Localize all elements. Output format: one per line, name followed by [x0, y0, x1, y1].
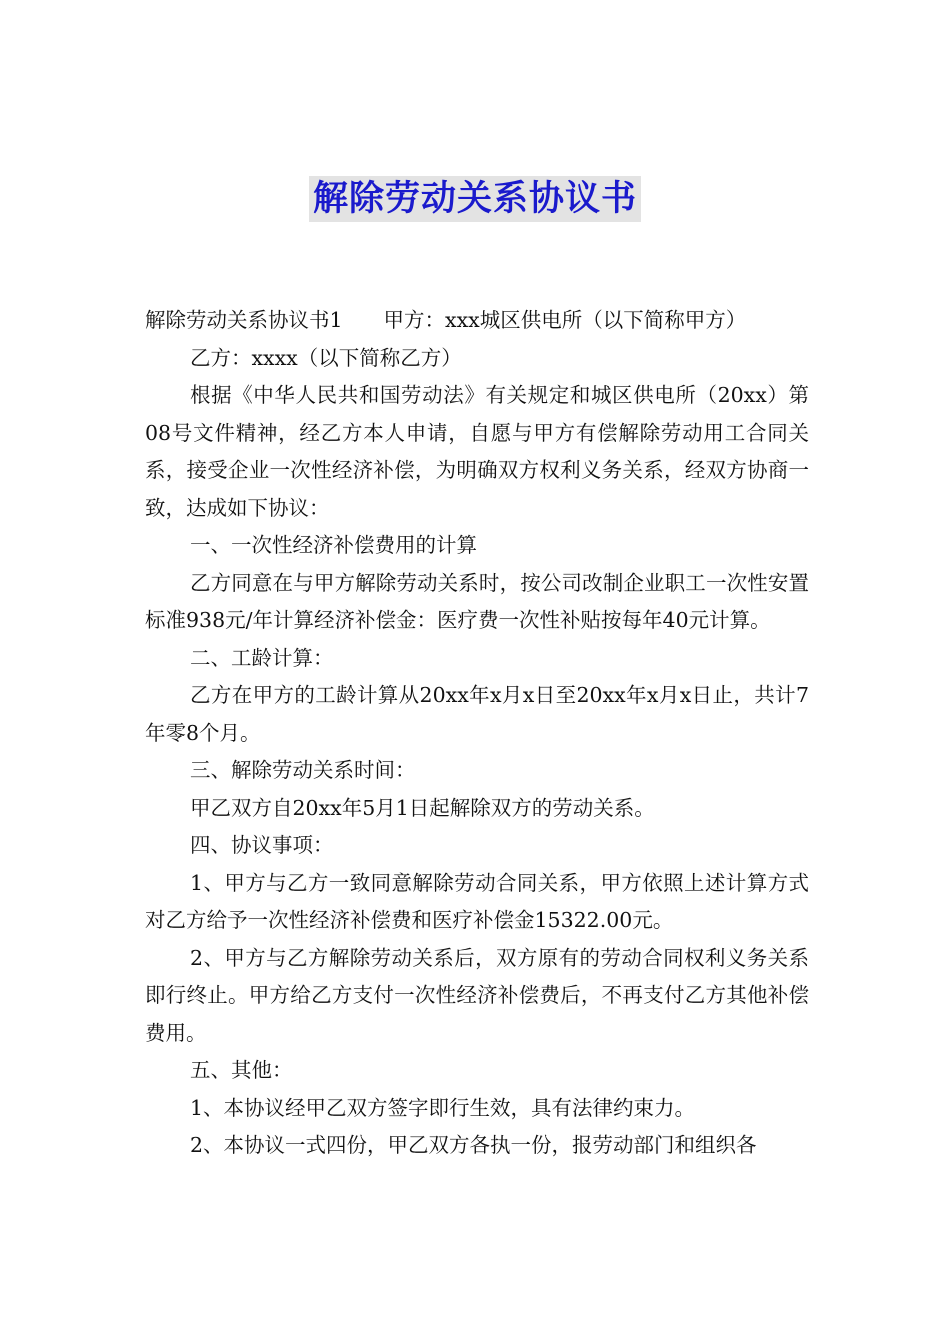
paragraph-other-item-1: 1、本协议经甲乙双方签字即行生效，具有法律约束力。 — [190, 1095, 696, 1120]
section-heading-1: 一、一次性经济补偿费用的计算 — [190, 533, 477, 557]
paragraph-party-b: 乙方：xxxx（以下简称乙方） — [190, 345, 462, 370]
paragraph-preamble: 根据《中华人民共和国劳动法》有关规定和城区供电所（20xx）第08号文件精神，经乙方本人申请，自愿与甲方有偿解除劳动用工合同关系，接受企业一次性经济补偿，为明确双方权利义务关系，经双方协商一致，达成如下协议： — [145, 383, 809, 520]
paragraph-header-parties: 解除劳动关系协议书1 甲方：xxx城区供电所（以下简称甲方） — [145, 308, 747, 332]
section-heading-5: 五、其他： — [190, 1058, 293, 1082]
title-container — [0, 176, 950, 222]
document-body — [145, 302, 809, 1165]
section-heading-4: 四、协议事项： — [190, 833, 334, 857]
paragraph-termination-date: 甲乙双方自20xx年5月1日起解除双方的劳动关系。 — [190, 795, 655, 820]
section-heading-2: 二、工龄计算： — [190, 645, 334, 670]
paragraph-compensation: 乙方同意在与甲方解除劳动关系时，按公司改制企业职工一次性安置标准938元/年计算经济补偿金：医疗费一次性补贴按每年40元计算。 — [145, 570, 809, 632]
paragraph-seniority: 乙方在甲方的工龄计算从20xx年x月x日至20xx年x月x日止，共计7年零8个月。 — [145, 683, 809, 745]
section-heading-3: 三、解除劳动关系时间： — [190, 758, 416, 782]
document-title: 解除劳动关系协议书 — [309, 176, 641, 222]
paragraph-agreement-item-1: 1、甲方与乙方一致同意解除劳动合同关系，甲方依照上述计算方式对乙方给予一次性经济补偿费和医疗补偿金15322.00元。 — [145, 870, 809, 932]
paragraph-other-item-2: 2、本协议一式四份，甲乙双方各执一份，报劳动部门和组织各 — [190, 1133, 757, 1157]
paragraph-agreement-item-2: 2、甲方与乙方解除劳动关系后，双方原有的劳动合同权利义务关系即行终止。甲方给乙方支付一次性经济补偿费后，不再支付乙方其他补偿费用。 — [145, 945, 809, 1045]
